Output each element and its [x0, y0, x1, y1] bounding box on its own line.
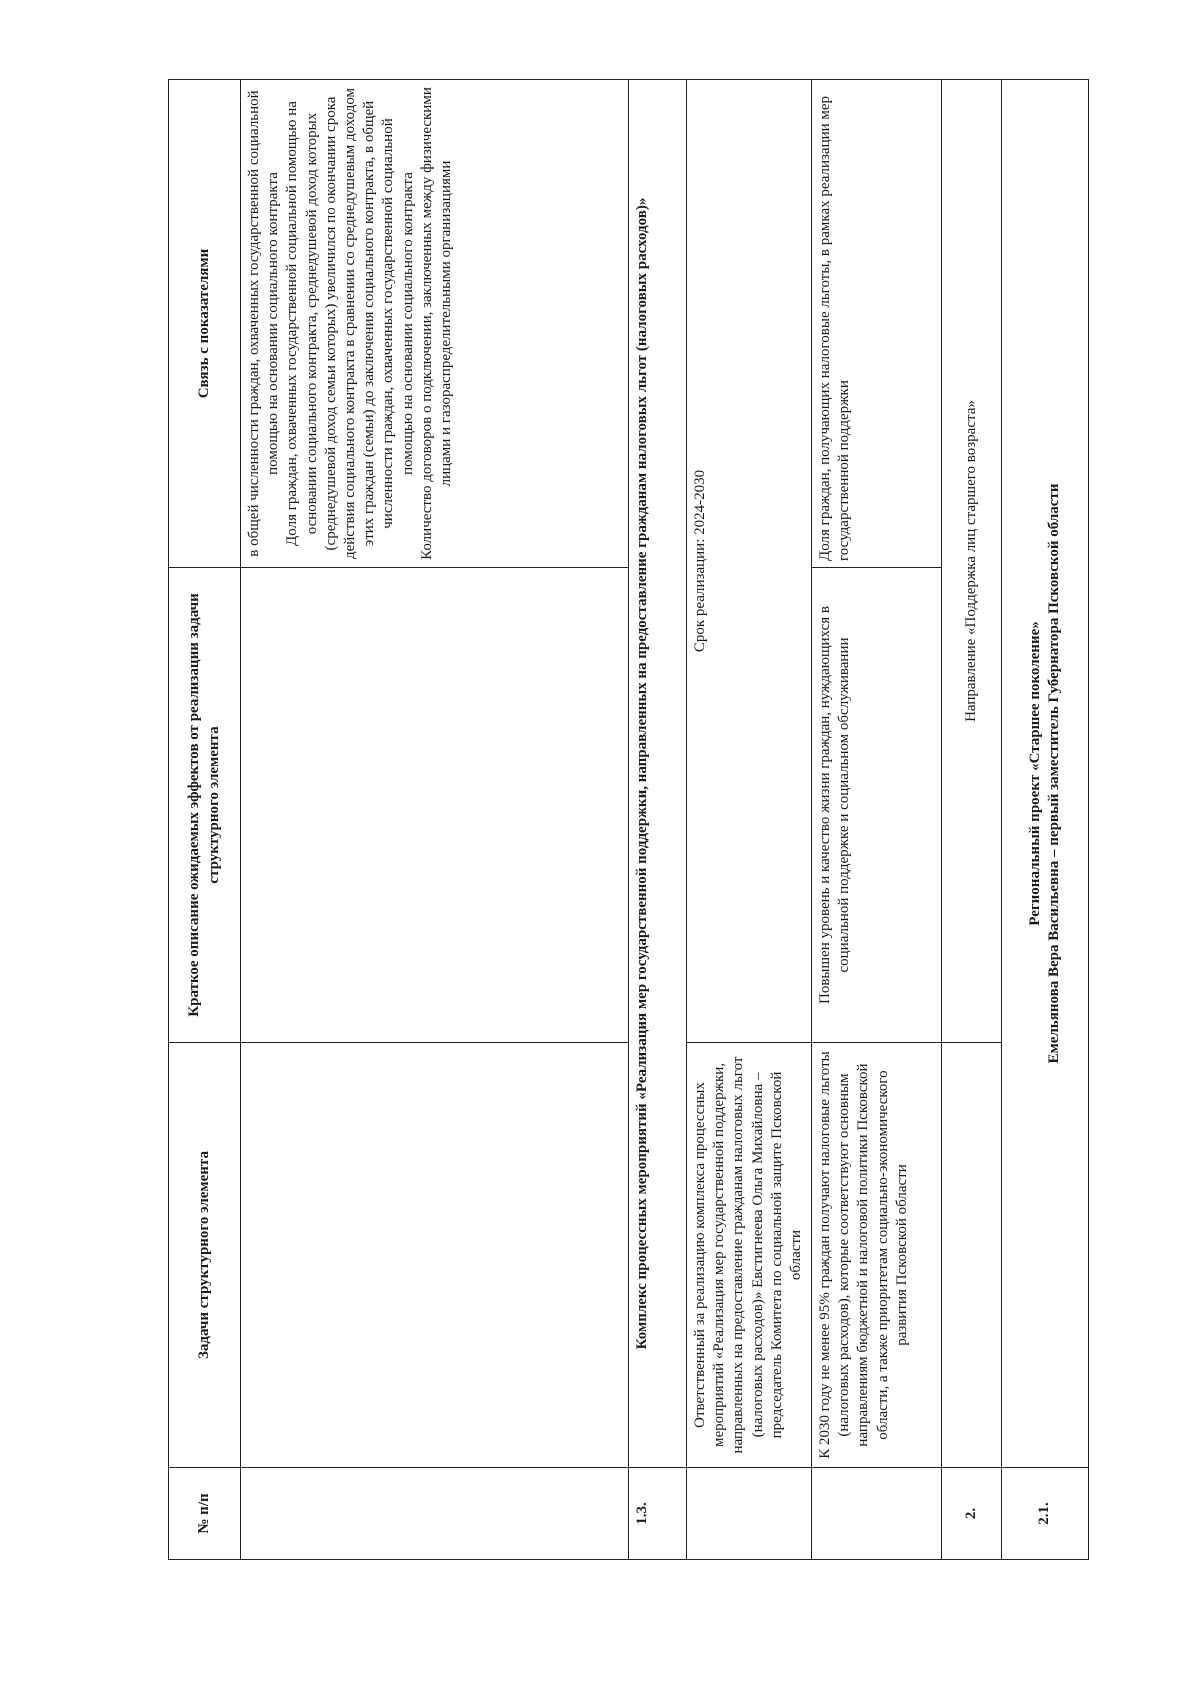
section-1-3-responsible-row [687, 80, 812, 1560]
header-link: Связь с показателями [169, 80, 241, 568]
link-text-2: Доля граждан, охваченных государственной социальной помощью на основании социального контракта, среднедушевой доход которых (среднедушевой доход семьи которых) увеличился по окончании срока действия социального контракта в сравнении со среднедушевым доходом этих граждан (семьи) до заключения социального контракта, в общей численности граждан, охваченных государственной социальной помощью на основании социального контракта [284, 87, 416, 560]
rotated-page [168, 80, 1088, 1560]
section-1-3-title-row [629, 80, 687, 1560]
continuation-num-cell [241, 1468, 629, 1560]
section-2-num: 2. [942, 1468, 1002, 1560]
link-text-3: Количество договоров о подключении, заключенных между физическими лицами и газораспределительными организациями [418, 87, 454, 560]
section-2-1-num: 2.1. [1002, 1468, 1089, 1560]
section-1-3-task-row [812, 80, 942, 1560]
section-2-1-title-line1: Региональный проект «Старшее поколение» [1026, 621, 1043, 926]
section-1-3-num: 1.3. [629, 1468, 687, 1560]
header-effects: Краткое описание ожидаемых эффектов от реализации задачи структурного элемента [169, 568, 241, 1043]
section-2-1-title-cell [1002, 80, 1089, 1468]
continuation-row [241, 80, 629, 1560]
section-1-3-term: Срок реализации: 2024-2030 [687, 80, 812, 1043]
section-2-1-title-line2: Емельянова Вера Васильевна – первый заместитель Губернатора Псковской области [1046, 483, 1062, 1064]
header-row [169, 80, 241, 1560]
header-tasks: Задачи структурного элемента [169, 1043, 241, 1468]
section-2-1-row [1002, 80, 1089, 1560]
section-2-row [942, 80, 1002, 1560]
section-1-3-task: К 2030 году не менее 95% граждан получают налоговые льготы (налоговых расходов), которые соответствуют основным направлениям бюджетной и налоговой политики Псковской области, а также приоритетам социально-экономического развития Псковской области [812, 1043, 942, 1468]
responsible-num-cell [687, 1468, 812, 1560]
link-text-1: в общей численности граждан, охваченных государственной социальной помощью на основании социального контракта [246, 90, 282, 557]
section-1-3-link: Доля граждан, получающих налоговые льготы, в рамках реализации мер государственной поддержки [812, 80, 942, 568]
section-1-3-responsible: Ответственный за реализацию комплекса процессных мероприятий «Реализация мер государственной поддержки, направленных на предоставление гражданам налоговых льгот (налоговых расходов)» Евстигнеева Ольга Михайловна – председатель Комитета по социальной защите Псковской области [687, 1043, 812, 1468]
section-1-3-effect: Повышен уровень и качество жизни граждан, нуждающихся в социальной поддержке и социальном обслуживании [812, 568, 942, 1043]
section-1-3-title: Комплекс процессных мероприятий «Реализация мер государственной поддержки, направленных на предоставление гражданам налоговых льгот (налоговых расходов)» [629, 80, 687, 1468]
continuation-effect-cell [241, 568, 629, 1043]
task-num-cell [812, 1468, 942, 1560]
section-2-empty-cell [942, 1043, 1002, 1468]
continuation-link-cell [241, 80, 629, 568]
header-num: № п/п [169, 1468, 241, 1560]
structure-table [168, 79, 1089, 1560]
section-2-title: Направление «Поддержка лиц старшего возраста» [942, 80, 1002, 1043]
continuation-task-cell [241, 1043, 629, 1468]
